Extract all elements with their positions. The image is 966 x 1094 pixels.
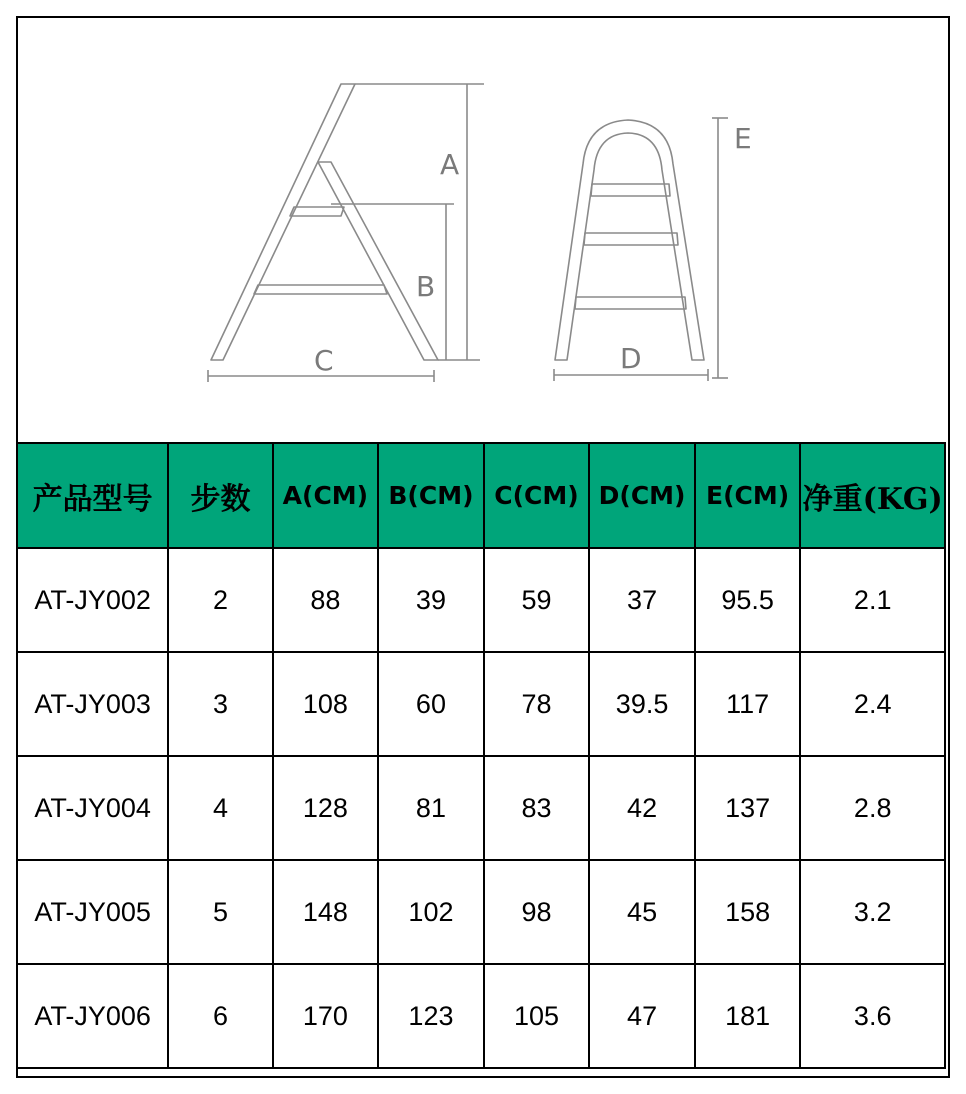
cell-weight: 2.8 xyxy=(800,756,945,860)
cell-b: 39 xyxy=(378,548,484,652)
front-step-1 xyxy=(591,184,670,196)
cell-steps: 3 xyxy=(168,652,272,756)
cell-a: 128 xyxy=(273,756,379,860)
cell-model: AT-JY006 xyxy=(17,964,168,1068)
cell-c: 105 xyxy=(484,964,590,1068)
cell-model: AT-JY005 xyxy=(17,860,168,964)
table-row xyxy=(17,548,945,652)
cell-a: 88 xyxy=(273,548,379,652)
table-row xyxy=(17,860,945,964)
side-front-rail xyxy=(211,84,355,360)
cell-c: 98 xyxy=(484,860,590,964)
label-c: C xyxy=(314,344,334,377)
spec-table xyxy=(16,442,946,1069)
table-row xyxy=(17,964,945,1068)
side-step-upper xyxy=(290,207,344,216)
cell-b: 123 xyxy=(378,964,484,1068)
front-step-3 xyxy=(575,297,686,309)
cell-weight: 2.1 xyxy=(800,548,945,652)
cell-steps: 2 xyxy=(168,548,272,652)
cell-weight: 2.4 xyxy=(800,652,945,756)
header-b: B(CM) xyxy=(378,443,484,548)
cell-steps: 4 xyxy=(168,756,272,860)
header-weight: 净重(KG) xyxy=(800,443,945,548)
label-b: B xyxy=(416,270,436,303)
cell-e: 95.5 xyxy=(695,548,801,652)
front-step-2 xyxy=(584,233,678,245)
side-step-lower xyxy=(254,285,387,294)
cell-c: 59 xyxy=(484,548,590,652)
ladder-drawing xyxy=(18,18,948,442)
ladder-dimension-diagram xyxy=(18,18,948,442)
cell-b: 81 xyxy=(378,756,484,860)
cell-d: 39.5 xyxy=(589,652,695,756)
cell-d: 42 xyxy=(589,756,695,860)
header-a: A(CM) xyxy=(273,443,379,548)
cell-c: 83 xyxy=(484,756,590,860)
header-model: 产品型号 xyxy=(17,443,168,548)
label-e: E xyxy=(734,122,752,155)
cell-steps: 5 xyxy=(168,860,272,964)
header-row xyxy=(17,443,945,548)
cell-steps: 6 xyxy=(168,964,272,1068)
cell-d: 37 xyxy=(589,548,695,652)
cell-b: 60 xyxy=(378,652,484,756)
cell-model: AT-JY003 xyxy=(17,652,168,756)
header-e: E(CM) xyxy=(695,443,801,548)
cell-model: AT-JY002 xyxy=(17,548,168,652)
cell-model: AT-JY004 xyxy=(17,756,168,860)
cell-e: 137 xyxy=(695,756,801,860)
cell-c: 78 xyxy=(484,652,590,756)
header-d: D(CM) xyxy=(589,443,695,548)
cell-a: 108 xyxy=(273,652,379,756)
cell-a: 148 xyxy=(273,860,379,964)
header-steps: 步数 xyxy=(168,443,272,548)
cell-e: 117 xyxy=(695,652,801,756)
cell-d: 45 xyxy=(589,860,695,964)
front-arch-outer xyxy=(555,120,704,360)
cell-weight: 3.6 xyxy=(800,964,945,1068)
header-c: C(CM) xyxy=(484,443,590,548)
spec-sheet xyxy=(16,16,950,1078)
side-rear-rail xyxy=(318,162,438,360)
cell-e: 181 xyxy=(695,964,801,1068)
cell-d: 47 xyxy=(589,964,695,1068)
cell-a: 170 xyxy=(273,964,379,1068)
label-a: A xyxy=(440,148,460,181)
cell-e: 158 xyxy=(695,860,801,964)
label-d: D xyxy=(620,342,642,375)
table-row xyxy=(17,756,945,860)
table-row xyxy=(17,652,945,756)
cell-weight: 3.2 xyxy=(800,860,945,964)
cell-b: 102 xyxy=(378,860,484,964)
